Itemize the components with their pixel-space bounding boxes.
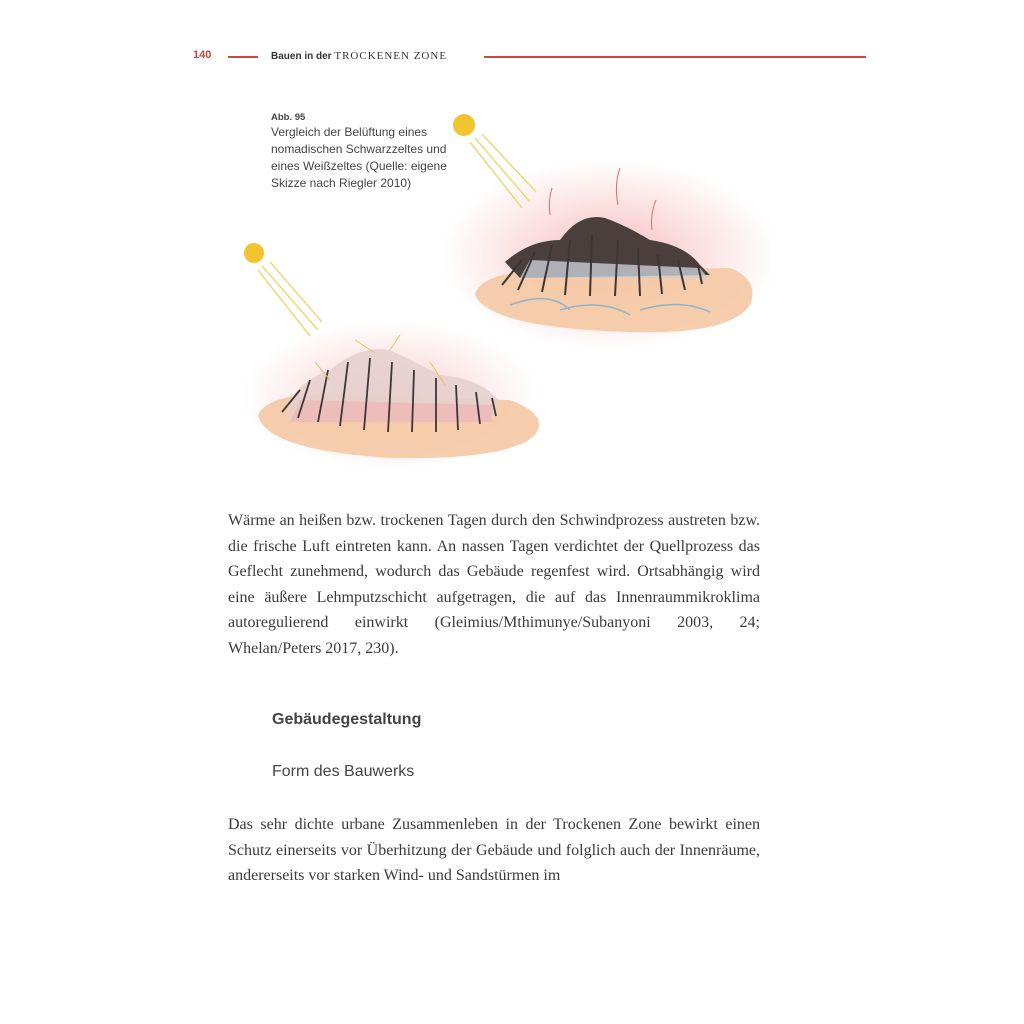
figure-label: Abb. 95 [271, 112, 306, 123]
black-tent-group [440, 114, 770, 350]
running-title [271, 50, 447, 62]
header-rule-right [484, 56, 866, 58]
running-title-prefix: Bauen in der [271, 51, 332, 62]
tent-ventilation-illustration [230, 100, 770, 470]
sun-rays [258, 262, 322, 336]
section-heading: Gebäudegestaltung [272, 711, 422, 728]
header-rule-left [228, 56, 258, 58]
body-paragraph: Das sehr dichte urbane Zusammenleben in der Trockenen Zone bewirkt einen Schutz einerseits vor Überhitzung der Gebäude und folglich auch der Innenräume, andererseits vor starken Wind- und Sandstürmen im [228, 816, 760, 884]
sun-icon [453, 114, 475, 136]
body-paragraph: Wärme an heißen bzw. trockenen Tagen durch den Schwindprozess austreten bzw. die frische Luft eintreten kann. An nassen Tagen verdichtet der Quellprozess das Geflecht zunehmend, wodurch das Gebäude regenfest wird. Ortsabhängig wird eine äußere Lehmputzschicht aufgetragen, die auf das Innenraummikroklima autoregulierend einwirkt (Gleimius/Mthimunye/Subanyoni 2003, 24; Whelan/Peters 2017, 230). [228, 512, 760, 657]
section-subheading: Form des Bauwerks [272, 763, 415, 780]
sun-icon [244, 243, 264, 263]
page-number: 140 [193, 49, 212, 61]
figure-caption-text: Vergleich der Belüftung eines nomadischen Schwarzzeltes und eines Weißzeltes (Quelle: eigene Skizze nach Riegler 2010) [271, 125, 447, 190]
running-title-caps: TROCKENEN ZONE [334, 50, 448, 62]
